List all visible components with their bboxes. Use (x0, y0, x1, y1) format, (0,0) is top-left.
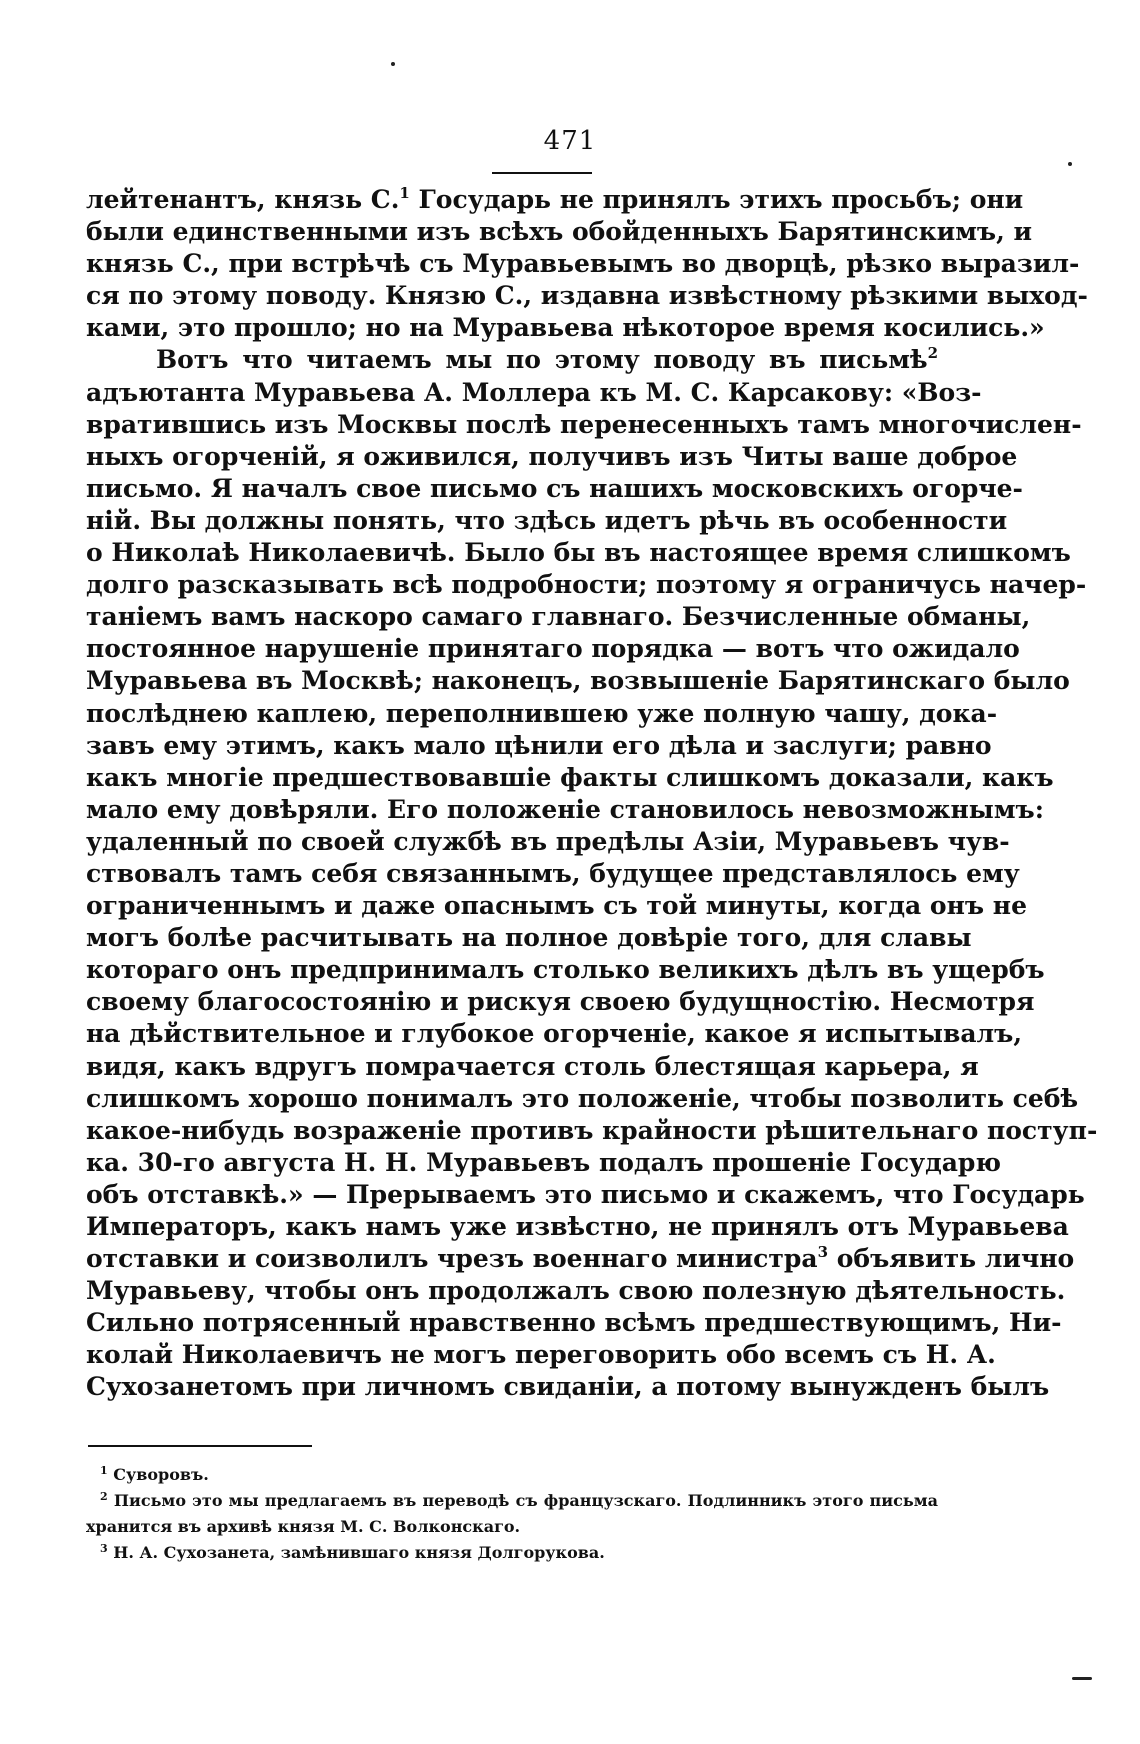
text-line (86, 954, 1045, 986)
text-line (86, 409, 1082, 441)
text-line-body: слишкомъ хорошо понималъ это положеніе, чтобы позволить себѣ (86, 1083, 1079, 1113)
text-line-body: долго разсказывать всѣ подробности; поэтому я ограничусь начер- (86, 570, 1087, 600)
text-line (86, 441, 1018, 473)
footnote-ref: 2 (927, 344, 938, 363)
footnote-mark: 1 (100, 1464, 108, 1477)
footnote-text: Письмо это мы предлагаемъ въ переводѣ съ французскаго. Подлинникъ этого письма (113, 1491, 938, 1510)
footnote-line (86, 1488, 938, 1514)
text-line (86, 569, 1087, 601)
text-line-body: постоянное нарушеніе принятаго порядка — вотъ что ожидало (86, 634, 1020, 664)
footnote-ref: 1 (399, 184, 410, 202)
text-line (86, 1339, 996, 1371)
text-line-body: ся по этому поводу. Князю С., издавна извѣстному рѣзкими выход- (86, 281, 1088, 311)
text-line-body: видя, какъ вдругъ помрачается столь блестящая карьера, я (86, 1051, 979, 1081)
text-line (86, 698, 998, 730)
text-line-body: ками, это прошло; но на Муравьева нѣкоторое время косились.» (86, 313, 1045, 343)
footnote-text: Суворовъ. (113, 1465, 209, 1484)
footnote-text: Н. А. Сухозанета, замѣнившаго князя Долгорукова. (113, 1543, 605, 1562)
scan-speck (1068, 162, 1072, 166)
text-line (86, 1211, 1069, 1243)
main-text (86, 184, 1098, 1404)
text-line (86, 922, 972, 954)
text-line-body: ка. 30-го августа Н. Н. Муравьевъ подалъ прошеніе Государю (86, 1147, 1002, 1177)
footnote-text: хранится въ архивѣ князя М. С. Волконскаго. (86, 1517, 521, 1536)
text-line-body: князь С., при встрѣчѣ съ Муравьевымъ во дворцѣ, рѣзко выразил- (86, 249, 1080, 279)
text-line-body: завъ ему этимъ, какъ мало цѣнили его дѣла и заслуги; равно (86, 730, 992, 760)
text-line-body: ныхъ огорченій, я оживился, получивъ изъ Читы ваше доброе (86, 441, 1018, 471)
text-line (86, 601, 1031, 633)
footnote-divider (88, 1445, 312, 1447)
text-line (86, 280, 1088, 312)
text-line (86, 1179, 1085, 1211)
text-line (86, 986, 1035, 1018)
text-line (86, 1051, 979, 1083)
text-line (86, 826, 1010, 858)
text-line (86, 344, 938, 376)
footnote-line (86, 1514, 938, 1540)
text-line (86, 1115, 1098, 1147)
text-line (86, 1147, 1002, 1179)
text-line-body: котораго онъ предпринималъ столько великихъ дѣлъ въ ущербъ (86, 955, 1045, 985)
text-line (86, 1275, 1066, 1307)
text-line-body: своему благосостоянію и рискуя своею будущностію. Несмотря (86, 987, 1035, 1017)
text-line (86, 633, 1020, 665)
text-line-body: объ отставкѣ.» — Прерываемъ это письмо и скажемъ, что Государь (86, 1179, 1085, 1209)
text-line-body: колай Николаевичъ не могъ переговорить обо всемъ съ Н. А. (86, 1340, 996, 1370)
scan-speck (1072, 1677, 1092, 1680)
text-line (86, 312, 1045, 344)
text-line (86, 1371, 1050, 1403)
footnotes (86, 1462, 938, 1566)
text-line (86, 216, 1033, 248)
text-line-body: какъ многіе предшествовавшіе факты слишкомъ доказали, какъ (86, 762, 1054, 792)
text-line-body: Муравьеву, чтобы онъ продолжалъ свою полезную дѣятельность. (86, 1276, 1066, 1306)
text-line-body: лейтенантъ, князь С. (86, 185, 400, 214)
text-line (86, 505, 1008, 537)
text-line (86, 665, 1070, 697)
text-line-body: Сильно потрясенный нравственно всѣмъ предшествующимъ, Ни- (86, 1308, 1062, 1338)
text-line-body: Императоръ, какъ намъ уже извѣстно, не принялъ отъ Муравьева (86, 1212, 1069, 1241)
footnote-line (86, 1540, 938, 1566)
text-line-body: могъ болѣе расчитывать на полное довѣріе того, для славы (86, 923, 972, 953)
text-line-body: ствовалъ тамъ себя связаннымъ, будущее представлялось ему (86, 858, 1020, 888)
text-line (86, 858, 1020, 890)
text-line-body: мало ему довѣряли. Его положеніе становилось невозможнымъ: (86, 794, 1044, 824)
text-line (86, 1083, 1079, 1115)
text-line-body: Муравьева въ Москвѣ; наконецъ, возвышеніе Барятинскаго было (86, 666, 1070, 696)
text-line (86, 890, 1027, 922)
text-line (86, 1243, 1075, 1275)
text-line-body: ограниченнымъ и даже опаснымъ съ той минуты, когда онъ не (86, 891, 1027, 921)
page-number-rule (492, 172, 592, 174)
text-line (86, 248, 1080, 280)
scan-speck (391, 62, 395, 66)
text-line (86, 377, 982, 409)
text-line (86, 730, 992, 762)
page-number: 471 (543, 126, 597, 156)
text-line (86, 1307, 1062, 1339)
text-line (86, 184, 1024, 216)
text-line-body: ній. Вы должны понять, что здѣсь идетъ рѣчь въ особенности (86, 505, 1008, 535)
text-line-body: удаленный по своей службѣ въ предѣлы Азіи, Муравьевъ чув- (86, 826, 1010, 856)
text-line (86, 1018, 1023, 1050)
text-line-body: адъютанта Муравьева А. Моллера къ М. С. Карсакову: «Воз- (86, 377, 982, 407)
text-line-body: письмо. Я началъ свое письмо съ нашихъ московскихъ огорче- (86, 473, 1023, 503)
text-line-body: послѣднею каплею, переполнившею уже полную чашу, дока- (86, 698, 998, 728)
text-line-body: о Николаѣ Николаевичѣ. Было бы въ настоящее время слишкомъ (86, 538, 1071, 568)
text-line (86, 762, 1054, 794)
footnote-mark: 3 (100, 1542, 108, 1555)
footnote-line (86, 1462, 938, 1488)
footnote-mark: 2 (100, 1490, 108, 1503)
text-line-body: Сухозанетомъ при личномъ свиданіи, а потому вынужденъ былъ (86, 1372, 1050, 1402)
text-line-body: отставки и соизволилъ чрезъ военнаго министра (86, 1244, 818, 1274)
text-line (86, 794, 1044, 826)
text-line-body: на дѣйствительное и глубокое огорченіе, какое я испытывалъ, (86, 1019, 1023, 1049)
text-line-continuation: объявить лично (828, 1244, 1075, 1274)
text-line (86, 473, 1023, 505)
text-line-body: таніемъ вамъ наскоро самаго главнаго. Безчисленные обманы, (86, 602, 1031, 632)
footnote-ref: 3 (817, 1243, 829, 1262)
text-line (86, 537, 1071, 569)
text-line-body: какое-нибудь возраженіе противъ крайности рѣшительнаго поступ- (86, 1115, 1098, 1145)
text-line-continuation: Государь не принялъ этихъ просьбъ; они (409, 185, 1024, 214)
text-line-body: Вотъ что читаемъ мы по этому поводу въ письмѣ (156, 345, 928, 375)
text-line-body: были единственными изъ всѣхъ обойденныхъ Барятинскимъ, и (86, 217, 1033, 247)
text-line-body: вратившись изъ Москвы послѣ перенесенныхъ тамъ многочислен- (86, 409, 1082, 439)
